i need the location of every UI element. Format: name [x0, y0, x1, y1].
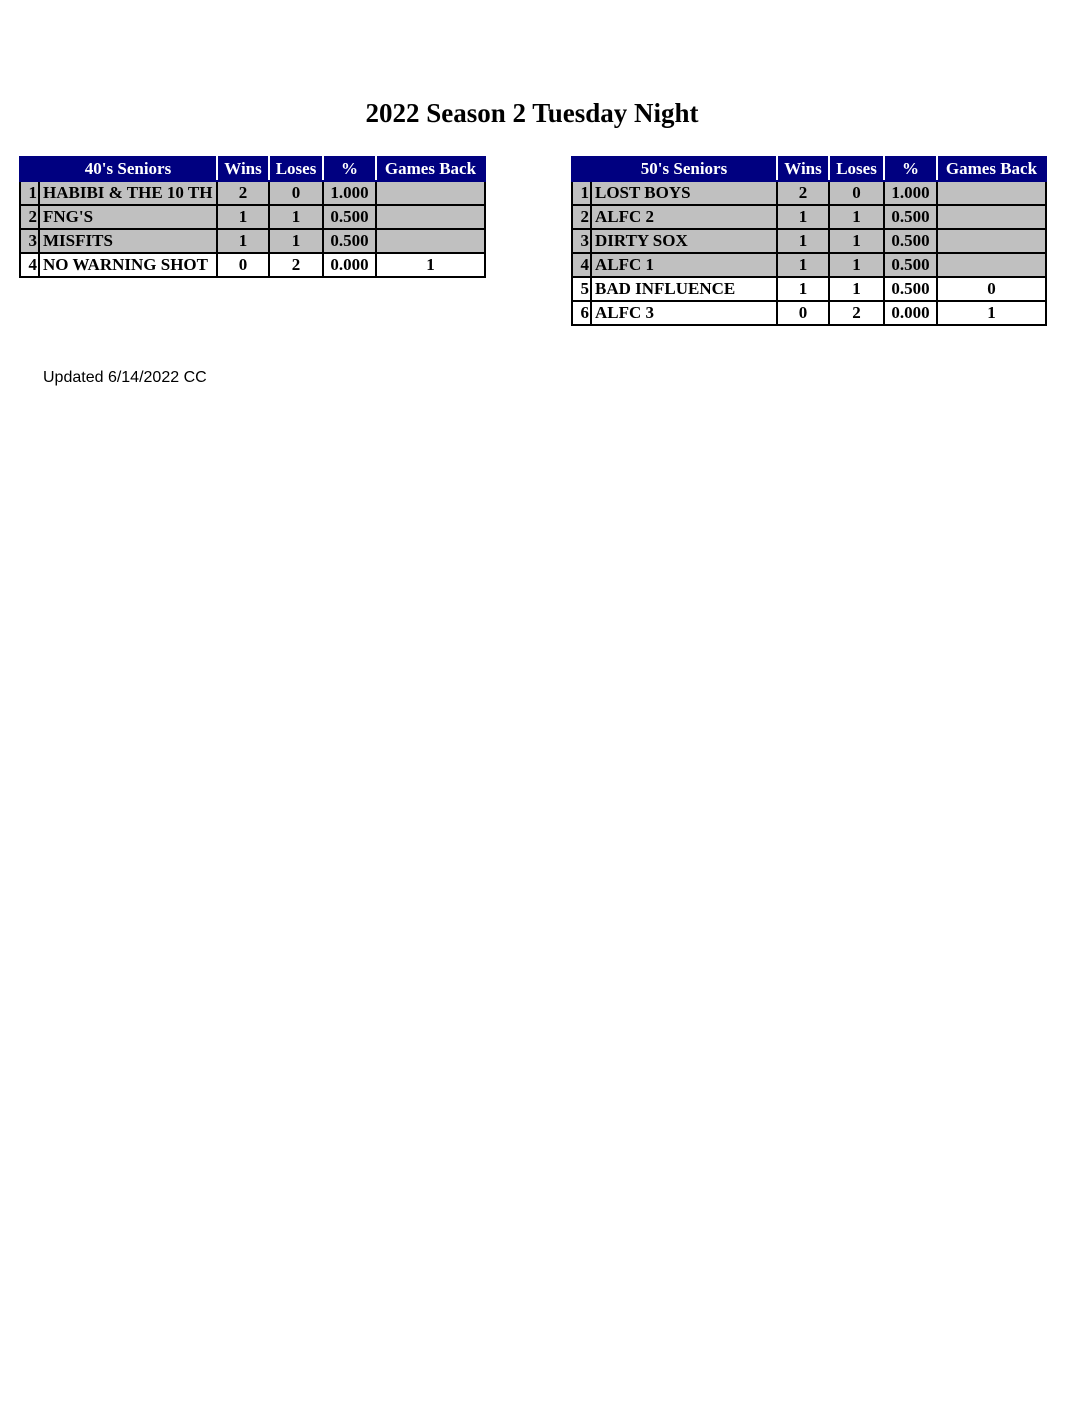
table-row: [572, 205, 1046, 229]
loses-cell: 0: [269, 181, 323, 205]
division-name-header: 50's Seniors: [591, 157, 777, 181]
table-row: [572, 301, 1046, 325]
games-back-header: Games Back: [376, 157, 485, 181]
wins-cell: 1: [777, 277, 829, 301]
games-back-cell: [937, 229, 1046, 253]
team-cell: MISFITS: [39, 229, 217, 253]
rank-header: [572, 157, 591, 181]
games-back-cell: [376, 229, 485, 253]
games-back-cell: 0: [937, 277, 1046, 301]
team-cell: BAD INFLUENCE: [591, 277, 777, 301]
table-header-row: [572, 157, 1046, 181]
pct-cell: 0.000: [884, 301, 937, 325]
table-row: [20, 229, 485, 253]
table-row: [20, 253, 485, 277]
rank-cell: 5: [572, 277, 591, 301]
loses-cell: 2: [269, 253, 323, 277]
rank-cell: 1: [20, 181, 39, 205]
games-back-cell: [376, 205, 485, 229]
wins-cell: 2: [777, 181, 829, 205]
team-cell: ALFC 2: [591, 205, 777, 229]
games-back-cell: [937, 253, 1046, 277]
table-row: [572, 229, 1046, 253]
team-cell: HABIBI & THE 10 TH: [39, 181, 217, 205]
rank-cell: 2: [20, 205, 39, 229]
team-cell: NO WARNING SHOT: [39, 253, 217, 277]
wins-cell: 0: [777, 301, 829, 325]
rank-cell: 1: [572, 181, 591, 205]
rank-header: [20, 157, 39, 181]
loses-header: Loses: [829, 157, 884, 181]
rank-cell: 4: [572, 253, 591, 277]
wins-cell: 0: [217, 253, 269, 277]
pct-cell: 0.500: [884, 205, 937, 229]
loses-cell: 1: [269, 205, 323, 229]
wins-header: Wins: [217, 157, 269, 181]
team-cell: ALFC 1: [591, 253, 777, 277]
loses-cell: 1: [829, 277, 884, 301]
wins-cell: 1: [777, 205, 829, 229]
loses-header: Loses: [269, 157, 323, 181]
updated-note: Updated 6/14/2022 CC: [43, 369, 207, 386]
loses-cell: 1: [829, 229, 884, 253]
games-back-header: Games Back: [937, 157, 1046, 181]
table-row: [20, 181, 485, 205]
table-row: [572, 253, 1046, 277]
page-title: 2022 Season 2 Tuesday Night: [365, 98, 699, 128]
pct-cell: 0.000: [323, 253, 376, 277]
games-back-cell: [937, 181, 1046, 205]
team-cell: LOST BOYS: [591, 181, 777, 205]
games-back-cell: 1: [937, 301, 1046, 325]
rank-cell: 3: [20, 229, 39, 253]
team-cell: FNG'S: [39, 205, 217, 229]
pct-header: %: [884, 157, 937, 181]
table-row: [20, 205, 485, 229]
rank-cell: 6: [572, 301, 591, 325]
table-row: [572, 277, 1046, 301]
wins-cell: 1: [217, 205, 269, 229]
pct-cell: 1.000: [323, 181, 376, 205]
pct-cell: 0.500: [884, 253, 937, 277]
pct-header: %: [323, 157, 376, 181]
loses-cell: 1: [829, 253, 884, 277]
loses-cell: 1: [269, 229, 323, 253]
wins-cell: 1: [777, 253, 829, 277]
rank-cell: 4: [20, 253, 39, 277]
standings-table-40s: [19, 156, 486, 278]
wins-cell: 1: [217, 229, 269, 253]
pct-cell: 0.500: [884, 277, 937, 301]
rank-cell: 2: [572, 205, 591, 229]
wins-cell: 1: [777, 229, 829, 253]
table-row: [572, 181, 1046, 205]
loses-cell: 2: [829, 301, 884, 325]
division-name-header: 40's Seniors: [39, 157, 217, 181]
games-back-cell: [937, 205, 1046, 229]
pct-cell: 0.500: [323, 205, 376, 229]
wins-header: Wins: [777, 157, 829, 181]
pct-cell: 0.500: [323, 229, 376, 253]
loses-cell: 0: [829, 181, 884, 205]
loses-cell: 1: [829, 205, 884, 229]
pct-cell: 1.000: [884, 181, 937, 205]
games-back-cell: 1: [376, 253, 485, 277]
standings-table-50s: [571, 156, 1047, 326]
rank-cell: 3: [572, 229, 591, 253]
pct-cell: 0.500: [884, 229, 937, 253]
table-header-row: [20, 157, 485, 181]
team-cell: ALFC 3: [591, 301, 777, 325]
wins-cell: 2: [217, 181, 269, 205]
games-back-cell: [376, 181, 485, 205]
team-cell: DIRTY SOX: [591, 229, 777, 253]
